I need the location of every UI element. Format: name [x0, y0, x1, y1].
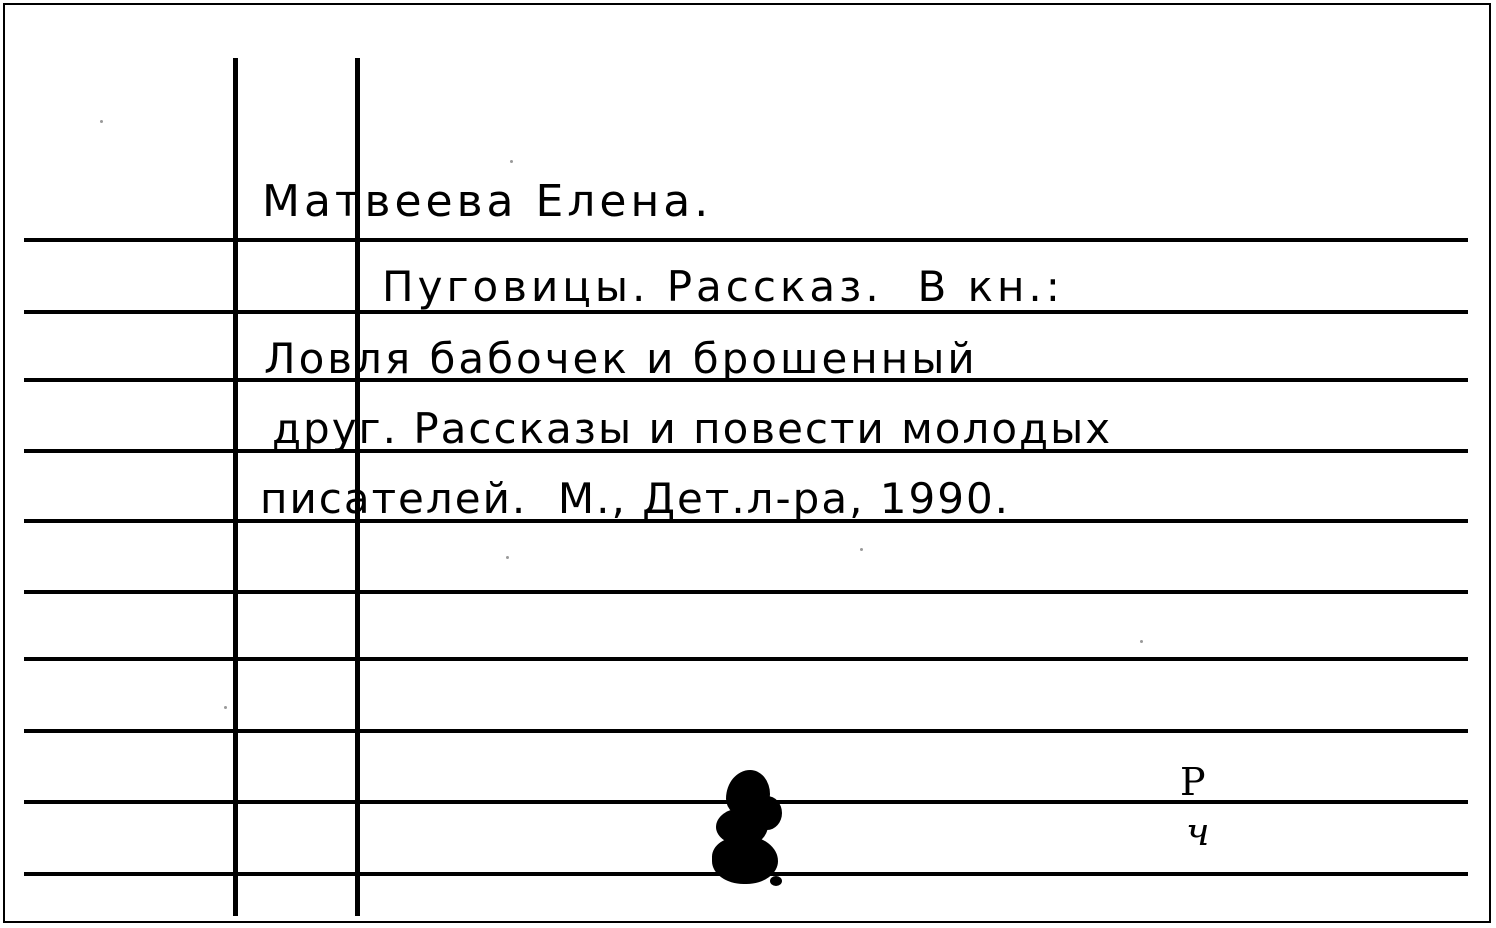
handwritten-author: Матвеева Елена. — [262, 176, 713, 227]
ruled-line — [24, 657, 1468, 661]
vertical-margin-line-left — [233, 58, 238, 916]
ink-blot — [712, 836, 778, 884]
paper-speck — [100, 120, 103, 123]
paper-speck — [510, 160, 513, 163]
handwritten-imprint: писателей. М., Дет.л-ра, 1990. — [260, 474, 1011, 523]
ink-blot — [770, 876, 782, 886]
handwritten-collection-line-1: Ловля бабочек и брошенный — [264, 334, 978, 383]
handwritten-collection-line-2: друг. Рассказы и повести молодых — [272, 404, 1113, 453]
paper-speck — [224, 706, 227, 709]
ruled-line — [24, 729, 1468, 733]
paper-speck — [1140, 640, 1143, 643]
shelf-mark-top: Р — [1180, 760, 1206, 804]
ruled-line — [24, 590, 1468, 594]
shelf-mark-bottom: ч — [1186, 810, 1210, 854]
handwritten-title: Пуговицы. Рассказ. В кн.: — [382, 262, 1064, 311]
paper-speck — [860, 548, 863, 551]
paper-speck — [506, 556, 509, 559]
ruled-line — [24, 238, 1468, 242]
